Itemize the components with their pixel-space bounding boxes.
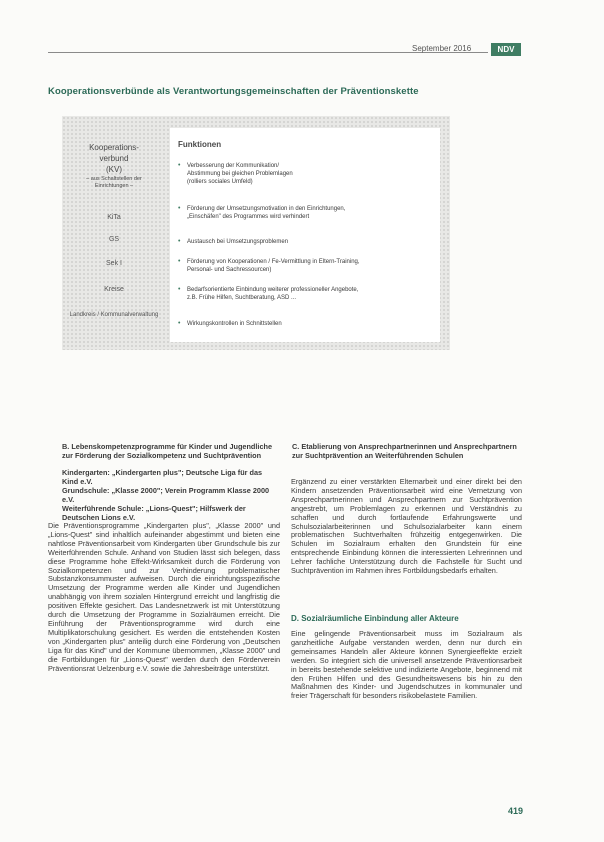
cooperation-network-box — [68, 142, 160, 202]
section-d-heading: D. Sozialräumliche Einbindung aller Akteure — [291, 614, 459, 623]
section-b-programs: Kindergarten: „Kindergarten plus"; Deutsche Liga für das Kind e.V. Grundschule: „Klasse 2000"; Verein Programm Klasse 2000 e.V. Weiterführende Schule: „Lions-Quest"; Hilfswerk der Deutschen Lions e.V. — [62, 468, 270, 522]
cooperation-network-name: Kooperations- verbund (KV) — [89, 143, 139, 174]
function-text: Austausch bei Umsetzungsproblemen — [187, 239, 289, 245]
bullet-icon: • — [178, 162, 181, 169]
figure-title: Kooperationsverbünde als Verantwortungsgemeinschaften der Präventionskette — [48, 86, 419, 97]
level-landkreis: Landkreis / Kommunalverwaltung — [69, 312, 159, 318]
level-sek: Sek I — [106, 260, 122, 267]
section-d-text: Eine gelingende Präventionsarbeit muss im Sozialraum als ganzheitliche Aufgabe verstanden werden, denn nur durch ein gemeinsames Handeln aller Akteure können Synergieeffekte erzielt werden. So integriert sich die universell ansetzende Präventionsarbeit in bereits bestehende selektive und indizierte Angebote, beginnend mit den Frühen Hilfen und des Gesundheitswesens bis hin zu den Maßnahmen des Kinder- und Jugendschutzes in kommunaler und freier Trägerschaft für besonders risikobelastete Familien. — [291, 629, 522, 701]
function-text: Wirkungskontrollen in Schnittstellen — [187, 321, 282, 327]
page-number: 419 — [508, 806, 524, 816]
cooperation-column — [68, 132, 160, 344]
journal-badge: NDV — [491, 43, 521, 56]
functions-title: Funktionen — [178, 140, 222, 149]
level-gs: GS — [108, 236, 120, 243]
cooperation-network-subtitle: – aus Schaltstellen der Einrichtungen – — [86, 176, 142, 189]
section-c-text: Ergänzend zu einer verstärkten Elternarbeit und einer direkt bei den Kindern ansetzenden Präventionsarbeit wird eine Vernetzung von Ansprechpartnerinnen und Ansprechpartnern zur Suchtprävention angestrebt, um Problemlagen zu erkennen und Verständnis zu schaffen und durch fortlaufende Erfahrungswerte und Schulsozialarbeiterinnen und Schulsozialarbeiter kann einem problematischen Suchtverhalten frühzeitig entgegenwirken. Die Schulen im Sozialraum erhalten den Grundstein für eine entsprechende Einbindung können die interessierten Lehrerinnen und Lehrer fachliche Unterstützung durch die Fachstelle für Sucht und Suchtprävention im Rahmen ihres Fortbildungsbedarfs erhalten. — [291, 477, 522, 576]
bullet-icon: • — [178, 286, 181, 293]
function-text: Förderung von Kooperationen / Fe-Vermittlung in Eltern-Training, Personal- und Sachressourcen) — [187, 259, 360, 273]
bullet-icon: • — [178, 320, 181, 327]
section-b-text: Die Präventionsprogramme „Kindergarten plus", „Klasse 2000" und „Lions-Quest" sind inhaltlich aufeinander abgestimmt und bieten eine nahtlose Präventionsarbeit vom Kindergarten über Grundschule bis zur Weiterführenden Schule. Anhand von Studien lässt sich belegen, dass diese Programme hohe Effekt-Wirksamkeit durch die Förderung von Sozialkompetenzen und zur Verhinderung problematischer Substanzkonsummuster aufweisen. Durch die einrichtungsspezifische Umsetzung der Programme werden alle Kinder und Jugendlichen unabhängig von ihrem sozialen Hintergrund erreicht und langfristig die positiven Effekte gesichert. Das Landesnetzwerk ist mit Unterstützung durch die Umsetzung der Programme in Sozialräumen erreicht. Die Einführung der Präventionsprogramme wird durch eine Multiplikatorschulung gesichert. Es werden die entstehenden Kosten von „Kindergarten plus" anteilig durch eine Förderung von „Deutschen Liga für das Kind" und der Kommune übernommen, „Klasse 2000" und die Fortbildungen für „Lions-Quest" werden durch den Förderverein Präventionsrat Uelzenburg e.V. sowie die Jahresbeiträge unterstützt. — [48, 521, 280, 673]
function-text: Förderung der Umsetzungsmotivation in den Einrichtungen, „Einschäfen" des Programmes wird verhindert — [187, 206, 346, 220]
functions-panel — [170, 128, 440, 342]
bullet-icon: • — [178, 238, 181, 245]
function-text: Bedarfsorientierte Einbindung weiterer professioneller Angebote, z.B. Frühe Hilfen, Suchtberatung, ASD ... — [187, 287, 359, 301]
bullet-icon: • — [178, 258, 181, 265]
bullet-icon: • — [178, 205, 181, 212]
level-kreise: Kreise — [104, 286, 124, 293]
section-b-heading: B. Lebenskompetenzprogramme für Kinder und Jugendliche zur Förderung der Sozialkompetenz und Suchtprävention — [62, 442, 273, 460]
function-text: Verbesserung der Kommunikation/ Abstimmung bei gleichen Problemlagen (rolliers sociales Umfeld) — [187, 163, 293, 185]
issue-date: September 2016 — [412, 44, 472, 53]
level-kita: KiTa — [107, 214, 121, 221]
section-c-heading: C. Etablierung von Ansprechpartnerinnen und Ansprechpartnern zur Suchtprävention an Weiterführenden Schulen — [292, 442, 517, 460]
